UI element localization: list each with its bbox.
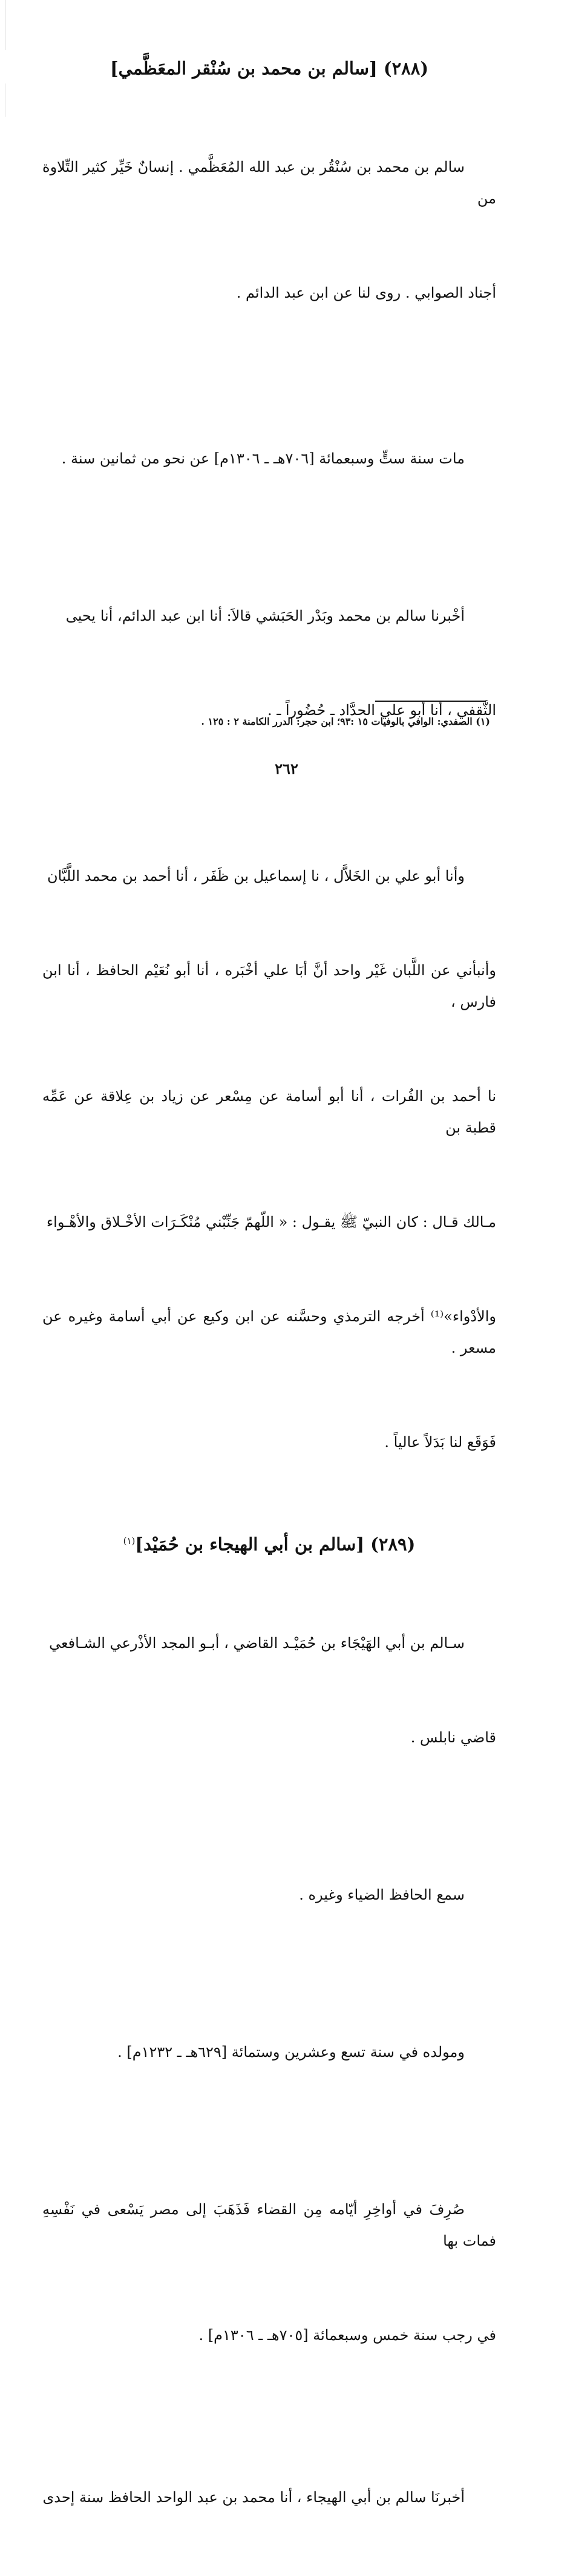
text-line: في رجب سنة خمس وسبعمائة [٧٠٥هـ ـ ١٣٠٦م] . — [198, 2326, 496, 2344]
text-line: مات سنة ستٍّ وسبعمائة [٧٠٦هـ ـ ١٣٠٦م] عن نحو من ثمانين سنة . — [61, 450, 465, 467]
page-body — [38, 53, 496, 2576]
text-line: صُرِفَ في أواخِرِ أيّامه مِن القضاء فَذَهَبَ إلى مصر يَسْعى في نَفْسِهِ فمات بها — [38, 2200, 496, 2249]
text-line: نا أحمد بن الفُرات ، أنا أبو أسامة عن مِسْعر عن زياد بن عِلاقة عن عَمِّه قطبة بن — [38, 1088, 496, 1136]
entry-288-paragraph-3 — [42, 537, 496, 789]
text-line: وأنبأني عن اللَّبان غَيْر واحد أنَّ أبَا علي أخْبَره ، أنا أبو نُعَيْم الحافظ ، أنا ابن فارس ، — [38, 962, 496, 1010]
page-number: ٢٦٢ — [275, 760, 298, 777]
text-line: فَوَقَع لنا بَدَلاً عالياً . — [384, 1434, 496, 1451]
entry-288-paragraph-1 — [38, 88, 496, 371]
text-line: ومولده في سنة تسع وعشرين وستمائة [٦٢٩هـ ـ ١٢٣٢م] . — [117, 2043, 465, 2061]
text-line: قاضي نابلس . — [410, 1728, 496, 1746]
entry-heading-289-text: (٢٨٩) [سالم بن أبي الهيجاء بن حُمَيْد] — [135, 1534, 416, 1555]
text-line: أخْبرنا سالم بن محمد وبَدْر الحَبَشي قالاَ: أنا ابن عبد الدائم، أنا يحيى — [65, 607, 465, 624]
footnote: (١) الصفدي: الوافي بالوفيات ١٥ :٩٣؛ ابن حجر: الدرر الكامنة ٢ : ١٢٥ . — [201, 716, 490, 727]
entry-289-paragraph-3 — [42, 1973, 496, 2131]
text-line: سمع الحافظ الضياء وغيره . — [299, 1886, 465, 1903]
text-line: الثَّقفي ، أنا أبو علي الحدَّاد ـ حُضُوراً ـ . — [267, 702, 496, 719]
footnote-divider — [375, 701, 486, 702]
entry-289-paragraph-5 — [42, 2419, 496, 2576]
text-line: أجناد الصوابي . روى لنا عن ابن عبد الدائم . — [236, 284, 496, 301]
text-line: سـالم بن أبي الهَيْجَاء بن حُمَيْـد القاضي ، أبـو المجد الأذْرعي الشـافعي — [49, 1634, 465, 1652]
entry-288-paragraph-2 — [42, 380, 496, 537]
text-line: وأنا أبو علي بن الخَلاَّل ، نا إسماعيل بن ظَفَر ، أنا أحمد بن محمد اللَّبَّان — [47, 868, 465, 884]
footnote-marker: (١) — [123, 1535, 136, 1546]
entry-289-paragraph-1 — [42, 1564, 496, 1816]
text-line: والأدْواء»⁽¹⁾ أخرجه الترمذي وحسَّنه عن ابن وكيع عن أبي أسامة وغيره عن مسعر . — [38, 1308, 496, 1356]
text-line: أخبرنَا سالم بن أبي الهيجاء ، أنا محمد بن عبد الواحد الحافظ سنة إحدى — [42, 2488, 465, 2506]
entry-289-paragraph-4 — [38, 2131, 496, 2414]
text-line: مـالك قـال : كان النبيّ ﷺ يقـول : « اللّهمّ جَنِّبْني مُنْكَـرَات الأخْـلاق والأهْـواء — [46, 1214, 496, 1231]
text-line: سالم بن محمد بن سُنْقُر بن عبد الله المُعَظَّمي . إنسانٌ خَيِّر كثير التِّلاوة من — [38, 159, 496, 207]
entry-288-paragraph-4 — [38, 797, 496, 1521]
entry-heading-288: (٢٨٨) [سالم بن محمد بن سُنْقر المعَظَّمي] — [110, 58, 429, 79]
entry-heading-289 — [42, 1526, 496, 1560]
entry-289-paragraph-2 — [42, 1816, 496, 1973]
